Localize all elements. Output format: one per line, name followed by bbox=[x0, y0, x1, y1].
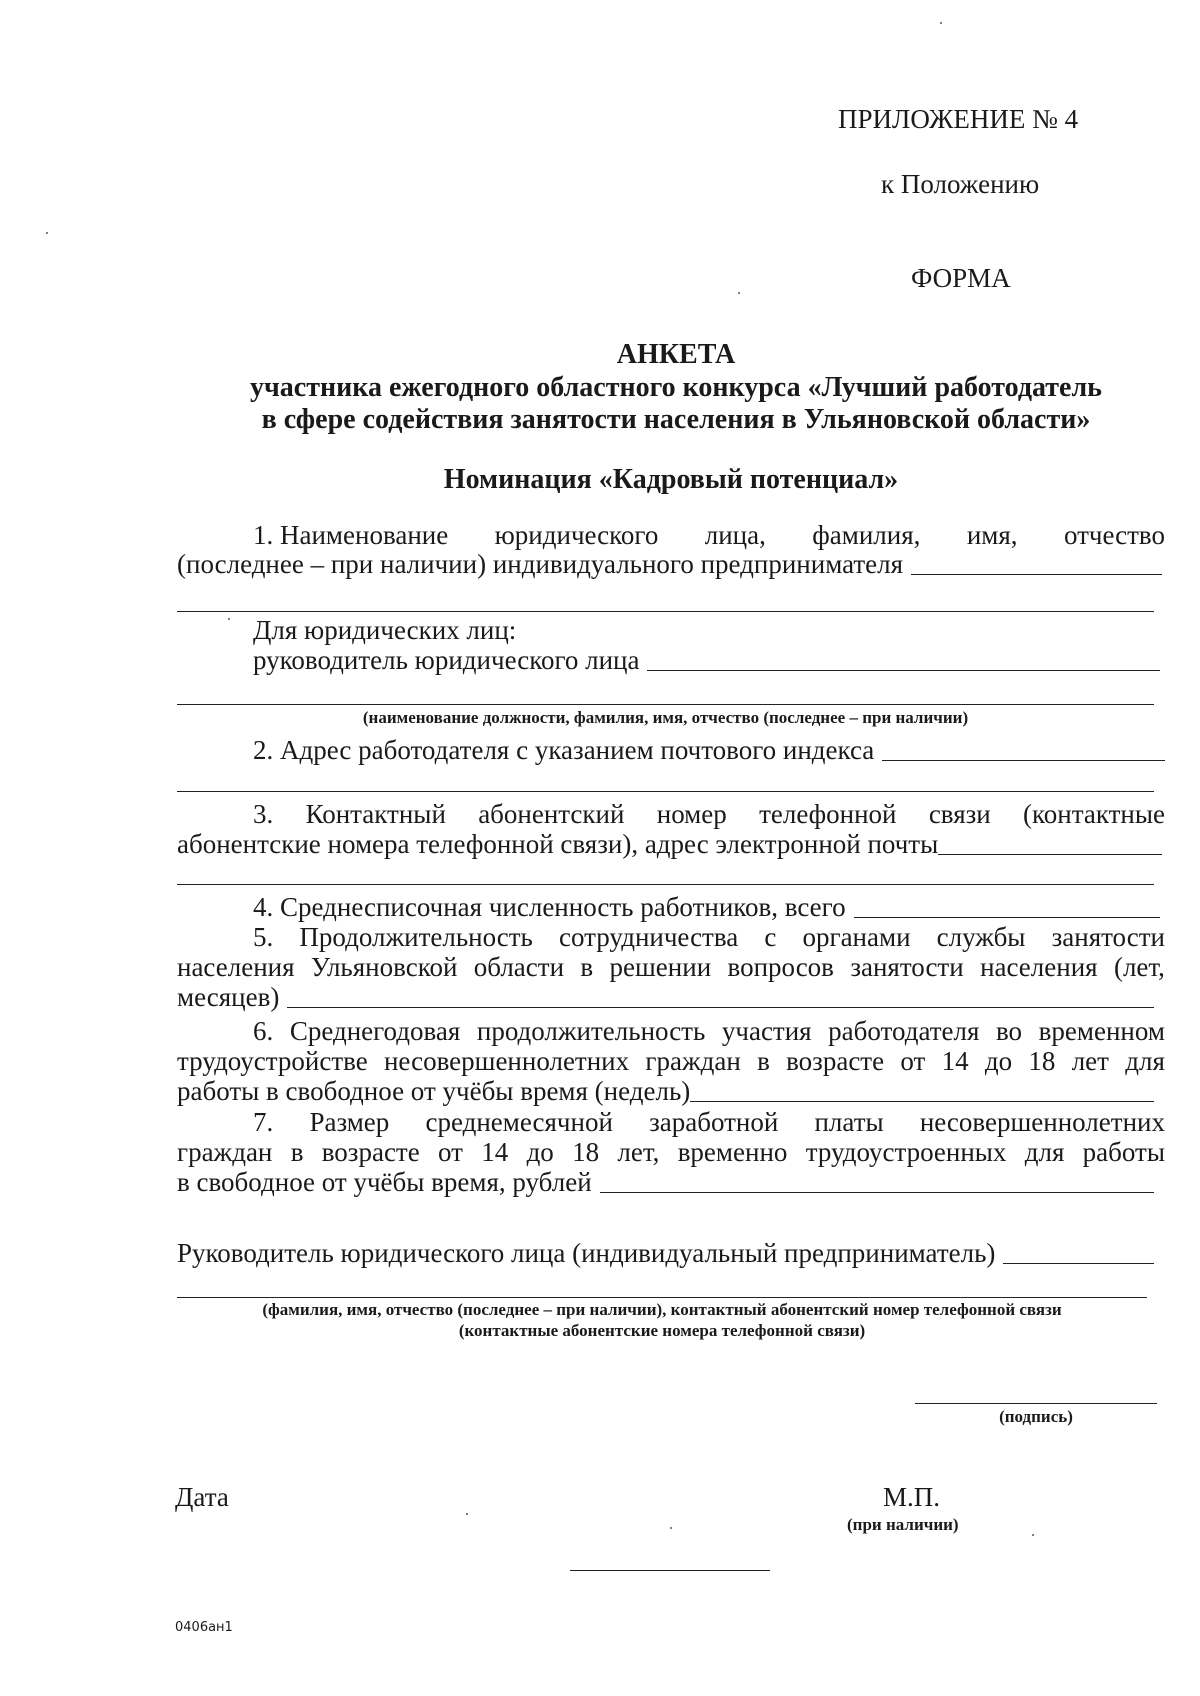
end-separator-line bbox=[570, 1570, 770, 1571]
legal-head-field-line-2[interactable] bbox=[177, 704, 1154, 705]
date-label: Дата bbox=[175, 1482, 229, 1512]
questionnaire-title: АНКЕТА bbox=[616, 339, 736, 370]
legal-entities-header: Для юридических лиц: bbox=[253, 615, 517, 645]
stamp-label: М.П. bbox=[883, 1482, 941, 1512]
head-signature-row: Руководитель юридического лица (индивидуальный предприниматель) bbox=[177, 1238, 1154, 1268]
title-line-2: в сфере содействия занятости населения в Ульяновской области» bbox=[261, 404, 1091, 435]
item-5-line-3: месяцев) bbox=[177, 982, 1154, 1012]
item-7-line-3: в свободное от учёбы время, рублей bbox=[177, 1167, 1154, 1197]
item-1-line-2: (последнее – при наличии) индивидуального предпринимателя bbox=[177, 549, 1162, 579]
head-contacts-field[interactable] bbox=[177, 1297, 1147, 1298]
document-code: 0406ан1 bbox=[175, 1620, 233, 1635]
signature-caption: (подпись) bbox=[999, 1407, 1073, 1426]
scan-speck bbox=[466, 1513, 468, 1515]
scan-speck bbox=[738, 292, 740, 294]
item-1-name-field-line-2[interactable] bbox=[177, 611, 1154, 612]
item-6-line-1: 6. Среднегодовая продолжительность участия работодателя во временном bbox=[253, 1016, 1165, 1046]
participation-weeks-field[interactable] bbox=[690, 1077, 1154, 1102]
contacts-field-line-2[interactable] bbox=[177, 884, 1154, 885]
scan-speck bbox=[46, 232, 48, 234]
scan-speck bbox=[1032, 1534, 1034, 1536]
head-caption-line-2: (контактные абонентские номера телефонной связи) bbox=[458, 1321, 866, 1340]
contacts-field[interactable] bbox=[938, 830, 1162, 855]
scan-speck bbox=[670, 1527, 672, 1529]
stamp-caption: (при наличии) bbox=[847, 1515, 959, 1534]
scan-speck bbox=[228, 618, 230, 620]
legal-head-row: руководитель юридического лица bbox=[253, 645, 1160, 675]
title-line-1: участника ежегодного областного конкурса «Лучший работодатель bbox=[250, 372, 1102, 403]
legal-head-caption: (наименование должности, фамилия, имя, отчество (последнее – при наличии) bbox=[362, 708, 969, 727]
appendix-number: ПРИЛОЖЕНИЕ № 4 bbox=[838, 104, 1079, 134]
employee-count-field[interactable] bbox=[854, 893, 1160, 918]
item-7-line-2: граждан в возрасте от 14 до 18 лет, временно трудоустроенных для работы bbox=[177, 1137, 1165, 1167]
address-field[interactable] bbox=[882, 736, 1165, 761]
address-field-line-2[interactable] bbox=[177, 791, 1154, 792]
item-5-line-1: 5. Продолжительность сотрудничества с органами службы занятости bbox=[253, 922, 1165, 952]
form-label: ФОРМА bbox=[911, 263, 1011, 293]
item-1-line-1: 1. Наименование юридического лица, фамилия, имя, отчество bbox=[253, 520, 1165, 550]
scan-speck bbox=[940, 22, 942, 24]
nomination-title: Номинация «Кадровый потенциал» bbox=[443, 464, 899, 495]
cooperation-duration-field[interactable] bbox=[287, 983, 1154, 1008]
head-caption-line-1: (фамилия, имя, отчество (последнее – при наличии), контактный абонентский номер телефонной связи bbox=[262, 1300, 1062, 1319]
to-regulation: к Положению bbox=[881, 169, 1040, 199]
item-3-line-2: абонентские номера телефонной связи), адрес электронной почты bbox=[177, 829, 1162, 859]
signature-field[interactable] bbox=[915, 1403, 1157, 1404]
item-3-line-1: 3. Контактный абонентский номер телефонной связи (контактные bbox=[253, 799, 1165, 829]
item-5-line-2: населения Ульяновской области в решении вопросов занятости населения (лет, bbox=[177, 952, 1165, 982]
item-6-line-3: работы в свободное от учёбы время (недель) bbox=[177, 1076, 1154, 1106]
item-4-row: 4. Среднесписочная численность работников, всего bbox=[253, 892, 1160, 922]
item-2-row: 2. Адрес работодателя с указанием почтового индекса bbox=[253, 735, 1165, 765]
item-6-line-2: трудоустройстве несовершеннолетних граждан в возрасте от 14 до 18 лет для bbox=[177, 1046, 1165, 1076]
legal-head-field[interactable] bbox=[647, 646, 1160, 671]
item-7-line-1: 7. Размер среднемесячной заработной платы несовершеннолетних bbox=[253, 1107, 1165, 1137]
head-name-field[interactable] bbox=[1003, 1239, 1154, 1264]
item-1-name-field[interactable] bbox=[911, 550, 1162, 575]
average-salary-field[interactable] bbox=[600, 1168, 1154, 1193]
